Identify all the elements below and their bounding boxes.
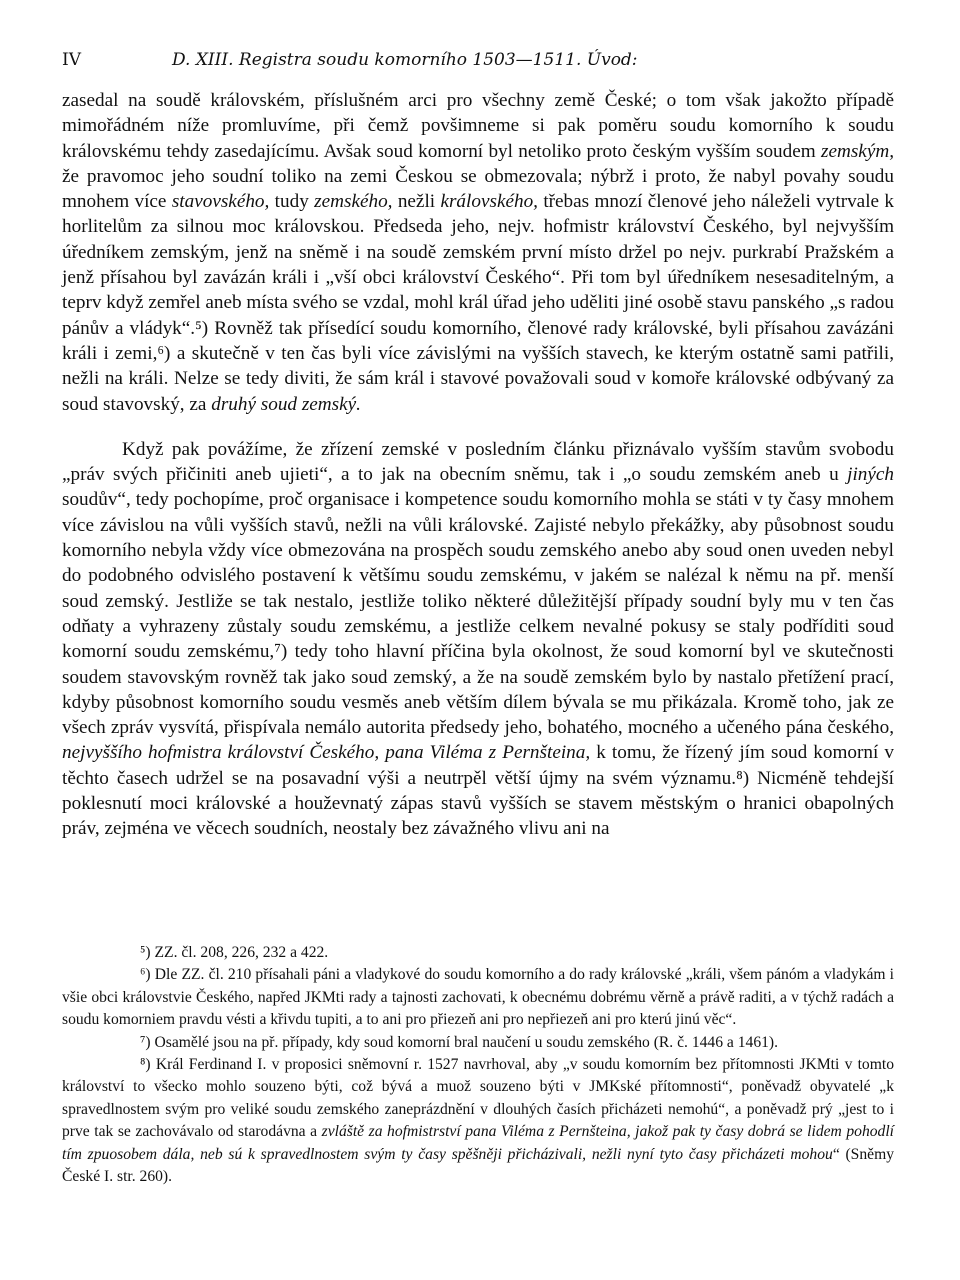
emphasis: jiných — [847, 464, 894, 486]
emphasis: druhý soud zemský. — [211, 393, 361, 415]
emphasis: nejvyššího hofmistra království Českého, pana Viléma z Pernšteina, — [62, 742, 591, 764]
text-run: zasedal na soudě královském, příslušném arci pro všechny země České; o tom však jakožto případě mimořádném níže promluvíme, při čemž povšimneme si pak poměru soudu komorního k soudu královskému tehdy zasedajícímu. Avšak soud komorní byl netoliko proto českým vyšším soudem — [62, 90, 894, 162]
paragraph-2 — [62, 437, 894, 842]
emphasis: zemského, — [314, 191, 393, 213]
text-run: “ (Sněmy České I. str. 260). — [62, 1145, 894, 1186]
running-head — [62, 50, 894, 80]
running-title: D. XIII. Registra soudu komorního 1503—1511. Úvod: — [172, 50, 638, 70]
main-text — [62, 88, 894, 842]
footnotes — [62, 942, 894, 1188]
text-run: ⁸) Král Ferdinand I. v proposici sněmovní r. 1527 navrhoval, aby „v soudu komorním bez přítomnosti JKMti v tomto království to všecko mohlo souzeno býti, což bývá a muož souzeno býti v JMKské přítomnosti“, poněvadž obyvatelé „k spravedlnostem svým pro veliké soudu zemského zaneprázdnění v dlouhých časích přicházeti nemohú“, a poněvadž prý „jest to i prve tak se zachovávalo od starodávna a — [62, 1056, 894, 1141]
text-run: třebas mnozí členové jeho náleželi vytrvale k horlitelům za silnou moc královskou. Předseda jeho, nejv. hofmistr království Českého, byl nejvyšším úředníkem zemským, jenž na sněmě i na soudě zemském první místo držel po nejv. purkrabí Pražském a jenž přísahou byl zavázán králi i „vší obci království Českého“. Při tom byl úředníkem nesesaditelným, a teprv když zemřel aneb místa svého se vzdal, mohl král úřad jeho uděliti jiné osobě stavu panského „s radou pánův a vládyk“.⁵) Rovněž tak přísedící soudu komorního, členové rady královské, byli přísahou zavázáni králi i zemi,⁶) a skutečně v ten čas byli více závislými na vyšších stavech, ke kterým ostatně sami patřili, nežli na králi. Nelze se tedy diviti, že sám král i stavové považovali soud v komoře královské odbývaný za soud stavovský, za — [62, 191, 894, 415]
text-run: že pravomoc jeho soudní toliko na zemi Českou se obmezovala; nýbrž i proto, že nabyl povahy soudu mnohem více — [62, 165, 894, 213]
paragraph-1 — [62, 88, 894, 417]
text-run: Když pak povážíme, že zřízení zemské v posledním článku přiznávalo vyšším stavům svobodu „práv svých přičiniti aneb ujieti“, a to jak na obecním sněmu, tak i „o soudu zemském aneb u — [62, 438, 894, 486]
footnote-7: ⁷) Osamělé jsou na př. případy, kdy soud komorní bral naučení u soudu zemského (R. č. 1446 a 1461). — [140, 1033, 779, 1051]
text-run: nežli — [392, 191, 441, 213]
emphasis: královského, — [440, 191, 538, 213]
text-run: tudy — [269, 191, 315, 213]
footnote-8 — [62, 1054, 894, 1188]
footnote-6: ⁶) Dle ZZ. čl. 210 přísahali páni a vladykové do soudu komorního a do rady královské „králi, všem pánóm a vladykám i všie obci královstvie Českého, napřed JKMti rady a tajnosti zachovati, k obecnému dobrému věrně a právě raditi, a v týchž radách a soudu komorniem pravdu vésti a křivdu tupiti, a to ani pro přiezeň ani pro nepřiezeň ani pro kterú jinú věc“. — [62, 966, 894, 1029]
text-run: soudův“, tedy pochopíme, proč organisace i kompetence soudu komorního mohla se státi v ty časy mnohem více závislou na vůli vyšších stavů, nežli na vůli královské. Zajisté nebylo překážky, aby působnost soudu komorního nebyla vždy více obmezována na prospěch soudu zemského anebo aby soud onen uveden nebyl do podobného odvislého postavení k většímu soudu zemskému, v jakém se nalézal k němu na př. menší soud zemský. Jestliže se tak nestalo, jestliže toliko některé důležitější případy soudní byly mu v ten čas odňaty a vyhrazeny zůstaly soudu zemskému, a jestliže celkem nevalné pokusy se staly podříditi soud komorní soudu zemskému,⁷) tedy toho hlavní příčina byla okolnost, že soud komorní byl ve skutečnosti soudem stavovským rovněž tak jako soud zemský, a že na soudě zemském bylo by nastalo přetížení prací, kdyby působnost komorního soudu vesměs aneb větším dílem bývala se mu přikázala. Kromě toho, jak ze všech zpráv vysvítá, přispívala nemálo autorita předsedy jeho, bohatého, mocného a učeného pána českého, — [62, 489, 894, 739]
footnote-5: ⁵) ZZ. čl. 208, 226, 232 a 422. — [140, 944, 329, 961]
page-number: IV — [62, 50, 81, 70]
emphasis: zvláště za hofmistrství pana Viléma z Pernšteina, jakož pak ty časy dobrá se lidem pohodlí tím zpuosobem dála, neb sú k spravedlnostem svým ty časy spěšněji přicházivali, nežli nyní tyto časy přicházeti mohou — [62, 1123, 894, 1163]
emphasis: zemským, — [821, 140, 894, 162]
text-run: k tomu, že řízený jím soud komorní v těchto časech udržel se na posavadní výši a neutrpěl větší újmy na svém významu.⁸) Nicméně tehdejší poklesnutí moci královské a houževnatý zápas stavů vyšších se stavem městským o hranici obapolných práv, zejména ve věcech soudních, neostaly bez závažného vlivu ani na — [62, 742, 894, 840]
emphasis: stavovského, — [171, 191, 270, 213]
